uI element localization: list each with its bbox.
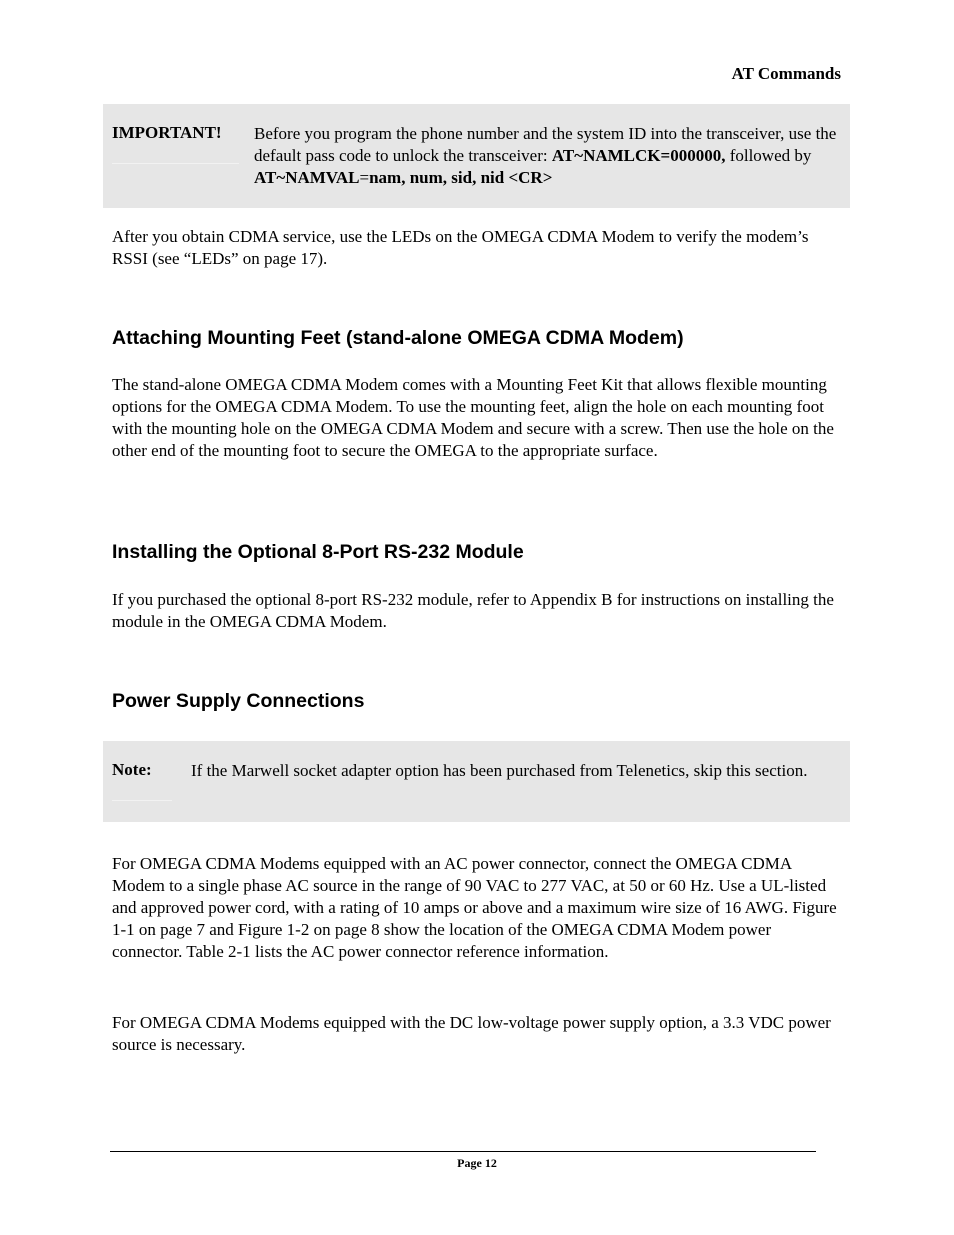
running-header: AT Commands <box>731 64 841 83</box>
mounting-feet-paragraph: The stand-alone OMEGA CDMA Modem comes with a Mounting Feet Kit that allows flexible mounting options for the OMEGA CDMA Modem. To use the mounting feet, align the hole on each mounting foot with the mounting hole on the OMEGA CDMA Modem and secure with a screw. Then use the hole on the other end of the mounting foot to secure the OMEGA to the appropriate surface. <box>112 375 834 460</box>
note-label-rule <box>112 800 172 801</box>
important-label-rule <box>112 163 239 164</box>
page-number: Page 12 <box>457 1156 497 1170</box>
important-text: Before you program the phone number and the system ID into the transceiver, use the default pass code to unlock the transceiver: AT~NAMLCK=000000, followed by AT~NAMVAL=nam, num, sid, nid <CR> <box>254 124 837 187</box>
important-label: IMPORTANT! <box>112 123 222 142</box>
rs232-paragraph: If you purchased the optional 8-port RS-232 module, refer to Appendix B for instructions on installing the module in the OMEGA CDMA Modem. <box>112 590 834 631</box>
heading-power-supply: Power Supply Connections <box>112 690 365 712</box>
important-callout <box>103 104 850 208</box>
note-text: If the Marwell socket adapter option has been purchased from Telenetics, skip this section. <box>191 761 808 780</box>
heading-mounting-feet: Attaching Mounting Feet (stand-alone OMEGA CDMA Modem) <box>112 327 684 349</box>
rssi-paragraph: After you obtain CDMA service, use the LEDs on the OMEGA CDMA Modem to verify the modem’s RSSI (see “LEDs” on page 17). <box>112 227 809 268</box>
footer-rule <box>110 1151 816 1152</box>
note-callout <box>103 741 850 822</box>
heading-rs232-module: Installing the Optional 8-Port RS-232 Module <box>112 541 524 563</box>
note-label: Note: <box>112 760 152 779</box>
ac-power-paragraph: For OMEGA CDMA Modems equipped with an AC power connector, connect the OMEGA CDMA Modem to a single phase AC source in the range of 90 VAC to 277 VAC, at 50 or 60 Hz. Use a UL-listed and approved power cord, with a rating of 10 amps or above and a maximum wire size of 16 AWG. Figure 1-1 on page 7 and Figure 1-2 on page 8 show the location of the OMEGA CDMA Modem power connector. Table 2-1 lists the AC power connector reference information. <box>112 854 837 961</box>
dc-power-paragraph: For OMEGA CDMA Modems equipped with the DC low-voltage power supply option, a 3.3 VDC power source is necessary. <box>112 1013 831 1054</box>
